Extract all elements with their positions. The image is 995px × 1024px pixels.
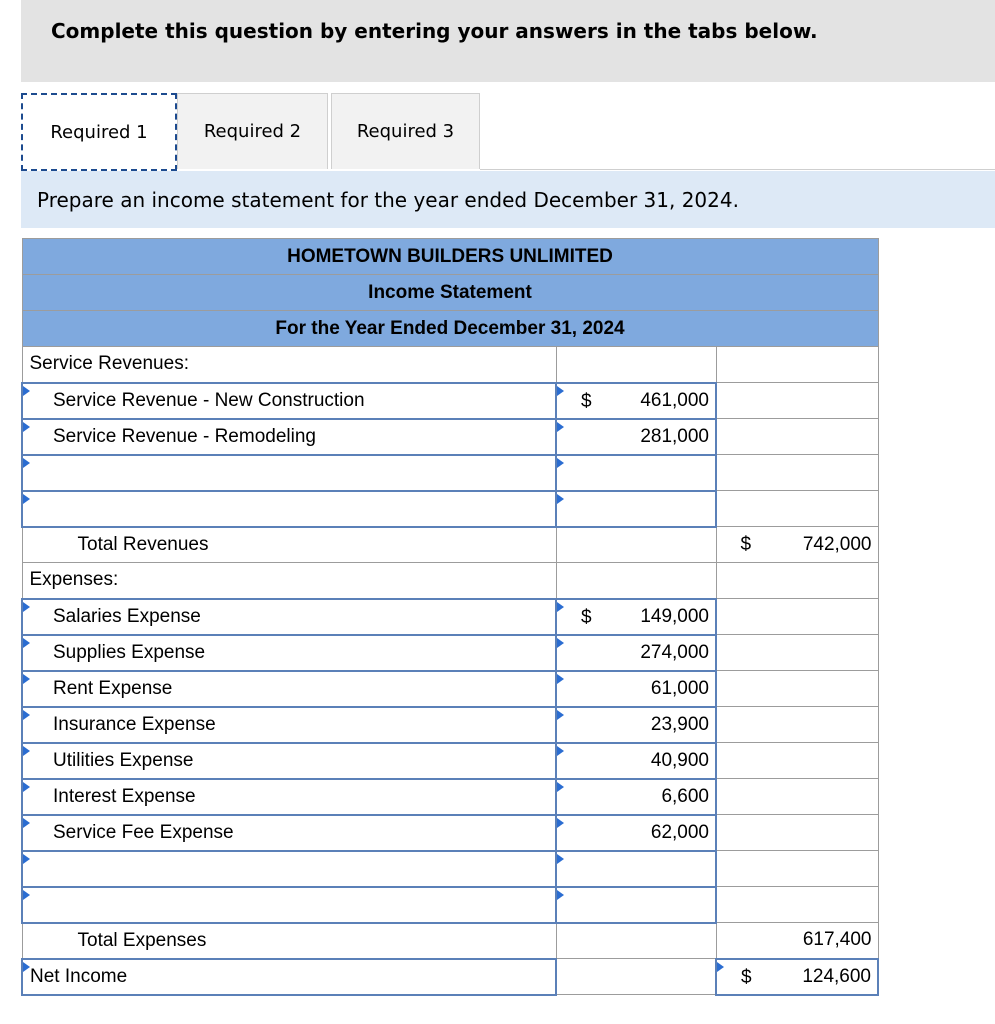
expense-label-input[interactable]: Salaries Expense — [22, 599, 556, 635]
net-income-amount-input[interactable]: $ 124,600 — [716, 959, 878, 995]
table-row — [22, 563, 878, 599]
dropdown-marker-icon — [557, 890, 564, 900]
expense-label-input[interactable]: Interest Expense — [22, 779, 556, 815]
expense-amount-input[interactable]: 61,000 — [556, 671, 716, 707]
revenue-label-input[interactable]: Service Revenue - Remodeling — [22, 419, 556, 455]
dropdown-marker-icon — [23, 602, 30, 612]
dropdown-marker-icon — [23, 746, 30, 756]
dropdown-marker-icon — [23, 710, 30, 720]
revenue-amount-input[interactable]: $ 461,000 — [556, 383, 716, 419]
statement-title: Income Statement — [22, 275, 878, 311]
dropdown-marker-icon — [557, 422, 564, 432]
dropdown-marker-icon — [557, 602, 564, 612]
tab-required-1[interactable]: Required 1 — [21, 93, 177, 171]
revenue-label-input[interactable]: Service Revenue - New Construction — [22, 383, 556, 419]
dropdown-marker-icon — [557, 494, 564, 504]
table-row — [22, 959, 878, 995]
dropdown-marker-icon — [557, 638, 564, 648]
table-row — [22, 923, 878, 959]
total-revenues-label: Total Revenues — [22, 527, 556, 563]
revenue-amount-input[interactable] — [556, 491, 716, 527]
table-row — [22, 491, 878, 527]
expense-amount-input[interactable]: 40,900 — [556, 743, 716, 779]
revenue-amount-input[interactable]: 281,000 — [556, 419, 716, 455]
dropdown-marker-icon — [23, 494, 30, 504]
table-row — [22, 599, 878, 635]
revenue-amount-input[interactable] — [556, 455, 716, 491]
expense-header: Expenses: — [22, 563, 556, 599]
statement-period: For the Year Ended December 31, 2024 — [22, 311, 878, 347]
expense-label-input[interactable]: Utilities Expense — [22, 743, 556, 779]
table-row — [22, 671, 878, 707]
dropdown-marker-icon — [557, 818, 564, 828]
dropdown-marker-icon — [557, 458, 564, 468]
dropdown-marker-icon — [23, 890, 30, 900]
dropdown-marker-icon — [557, 386, 564, 396]
table-row — [22, 707, 878, 743]
table-row — [22, 383, 878, 419]
expense-label-input[interactable] — [22, 851, 556, 887]
net-income-label-input[interactable]: Net Income — [22, 959, 556, 995]
expense-label-input[interactable]: Insurance Expense — [22, 707, 556, 743]
total-expenses-label: Total Expenses — [22, 923, 556, 959]
dropdown-marker-icon — [23, 962, 30, 972]
banner-text: Complete this question by entering your answers in the tabs below. — [51, 19, 818, 43]
income-statement-table — [21, 238, 879, 996]
total-revenues-amount: $ 742,000 — [716, 527, 878, 563]
table-row — [22, 887, 878, 923]
dropdown-marker-icon — [557, 746, 564, 756]
dropdown-marker-icon — [23, 854, 30, 864]
dropdown-marker-icon — [23, 674, 30, 684]
expense-amount-input[interactable]: 6,600 — [556, 779, 716, 815]
table-row — [22, 635, 878, 671]
expense-amount-input[interactable]: 23,900 — [556, 707, 716, 743]
instruction-bar — [21, 171, 995, 228]
dropdown-marker-icon — [23, 638, 30, 648]
dropdown-marker-icon — [557, 710, 564, 720]
tab-required-2[interactable]: Required 2 — [177, 93, 328, 169]
table-row — [22, 779, 878, 815]
dropdown-marker-icon — [557, 782, 564, 792]
instruction-text: Prepare an income statement for the year ended December 31, 2024. — [37, 188, 739, 212]
expense-label-input[interactable]: Rent Expense — [22, 671, 556, 707]
expense-label-input[interactable]: Supplies Expense — [22, 635, 556, 671]
table-row — [22, 815, 878, 851]
table-row — [22, 527, 878, 563]
expense-amount-input[interactable] — [556, 887, 716, 923]
dropdown-marker-icon — [23, 422, 30, 432]
dropdown-marker-icon — [23, 818, 30, 828]
dropdown-marker-icon — [557, 674, 564, 684]
table-row — [22, 419, 878, 455]
total-expenses-amount: 617,400 — [716, 923, 878, 959]
expense-amount-input[interactable]: $ 149,000 — [556, 599, 716, 635]
expense-amount-input[interactable]: 62,000 — [556, 815, 716, 851]
dropdown-marker-icon — [557, 854, 564, 864]
expense-label-input[interactable]: Service Fee Expense — [22, 815, 556, 851]
table-row — [22, 851, 878, 887]
revenue-label-input[interactable] — [22, 491, 556, 527]
dropdown-marker-icon — [23, 458, 30, 468]
revenue-label-input[interactable] — [22, 455, 556, 491]
revenue-header: Service Revenues: — [22, 347, 556, 383]
dropdown-marker-icon — [23, 386, 30, 396]
dropdown-marker-icon — [23, 782, 30, 792]
instructions-banner — [21, 0, 995, 82]
dropdown-marker-icon — [717, 962, 724, 972]
tab-required-3[interactable]: Required 3 — [331, 93, 480, 169]
company-name: HOMETOWN BUILDERS UNLIMITED — [22, 239, 878, 275]
expense-amount-input[interactable]: 274,000 — [556, 635, 716, 671]
expense-label-input[interactable] — [22, 887, 556, 923]
table-row — [22, 455, 878, 491]
tab-divider — [480, 169, 995, 170]
expense-amount-input[interactable] — [556, 851, 716, 887]
table-row — [22, 743, 878, 779]
table-row — [22, 347, 878, 383]
